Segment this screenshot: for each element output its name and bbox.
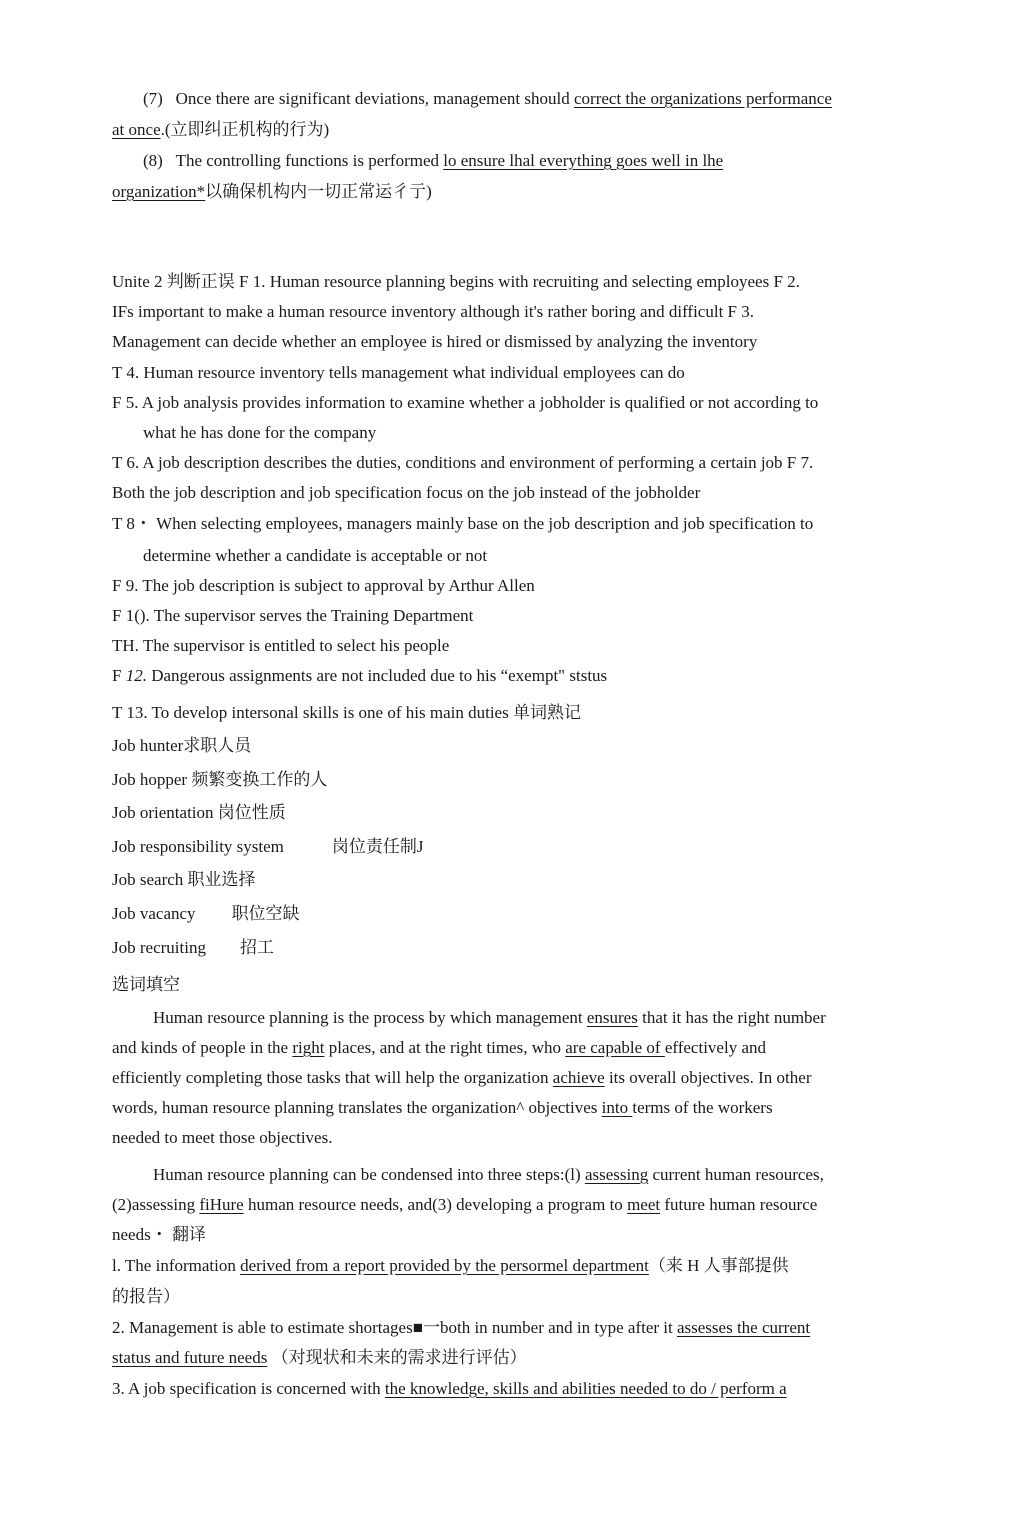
vocab-meaning: 岗位性质: [217, 803, 286, 822]
filled-blank: assessing: [584, 1165, 649, 1184]
unit2-line: IFs important to make a human resource inventory although it's rather boring and difficult F 3.: [112, 302, 754, 321]
item-7-line1: [143, 88, 832, 110]
vocab-meaning: 职位空缺: [231, 904, 300, 923]
vocab-term: Job orientation: [112, 803, 218, 822]
answer-mark: F: [112, 666, 126, 685]
paragraph-line: efficiently completing those tasks that will help the organization achieve its overall objectives. In other: [112, 1068, 812, 1087]
paragraph-line: and kinds of people in the right places, and at the right times, who are capable of effectively and: [112, 1038, 766, 1057]
unit2-line: [112, 665, 607, 687]
filled-blank: into: [601, 1098, 633, 1117]
vocab-term: Job vacancy: [112, 904, 196, 923]
unit2-line: F 9. The job description is subject to approval by Arthur Allen: [112, 576, 535, 595]
item-translation: 以确保机构内一切正常运彳亍): [205, 182, 432, 201]
translation-item-1-cont: 的报告）: [112, 1287, 180, 1306]
paragraph-line: words, human resource planning translates the organization^ objectives into terms of the workers: [112, 1098, 773, 1117]
item-8-line1: [143, 150, 723, 172]
unit2-line: T 8・ When selecting employees, managers mainly base on the job description and job specification to: [112, 514, 814, 533]
paragraph-line: (2)assessing fiHure human resource needs, and(3) developing a program to meet future human resource: [112, 1195, 818, 1214]
underlined-answer: organization*: [112, 182, 206, 201]
item-7-line2: [112, 119, 329, 141]
underlined-answer: status and future needs: [112, 1348, 268, 1367]
vocab-term: Job search: [112, 870, 188, 889]
item-text: Once there are significant deviations, management should: [175, 89, 574, 108]
vocab-item: [112, 769, 327, 791]
paragraph-line: needed to meet those objectives.: [112, 1128, 333, 1147]
filled-blank: fiHure: [199, 1195, 244, 1214]
filled-blank: achieve: [552, 1068, 605, 1087]
vocab-meaning: 招工: [239, 938, 274, 957]
unit2-line: Both the job description and job specification focus on the job instead of the jobholder: [112, 483, 701, 502]
unit2-line: F 1(). The supervisor serves the Training Department: [112, 606, 474, 625]
unit2-line: Management can decide whether an employee is hired or dismissed by analyzing the inventory: [112, 332, 758, 351]
item-text: The controlling functions is performed: [175, 151, 444, 170]
unit2-line: F 5. A job analysis provides information to examine whether a jobholder is qualified or not according to: [112, 393, 819, 412]
vocab-term: Job hunter: [112, 736, 184, 755]
item-number: (8): [143, 151, 163, 170]
vocab-meaning: 频繁变换工作的人: [191, 770, 328, 789]
translation-item-1: l. The information derived from a report provided by the persormel department（来 H 人事部提供: [112, 1256, 789, 1275]
unit2-line: T 6. A job description describes the duties, conditions and environment of performing a certain job F 7.: [112, 453, 814, 472]
vocab-item: [112, 836, 424, 858]
vocab-item: [112, 735, 251, 757]
underlined-answer: the knowledge, skills and abilities needed to do / perform a: [384, 1379, 787, 1398]
unit2-line: determine whether a candidate is acceptable or not: [143, 546, 488, 565]
underlined-answer: assesses the current: [676, 1318, 811, 1337]
filled-blank: are capable of: [565, 1038, 665, 1057]
vocab-item: [112, 903, 300, 925]
unit2-line: T 4. Human resource inventory tells management what individual employees can do: [112, 363, 685, 382]
filled-blank: meet: [627, 1195, 661, 1214]
item-translation: .(立即纠正机构的行为): [160, 120, 330, 139]
paragraph-line: needs・ 翻译: [112, 1225, 206, 1244]
vocab-item: [112, 937, 274, 959]
vocab-meaning: 岗位责任制J: [331, 837, 424, 856]
vocab-item: [112, 802, 286, 824]
unit2-line: TH. The supervisor is entitled to select his people: [112, 636, 450, 655]
unit2-line: what he has done for the company: [143, 423, 377, 442]
item-text: Dangerous assignments are not included due to his “exempt" ststus: [146, 666, 608, 685]
unit2-line: Unite 2 判断正误 F 1. Human resource planning begins with recruiting and selecting employees F 2.: [112, 272, 800, 291]
item-number: 12.: [125, 666, 147, 685]
underlined-answer: derived from a report provided by the persormel department: [240, 1256, 649, 1275]
vocab-item: [112, 869, 256, 891]
underlined-answer: at once: [112, 120, 161, 139]
filled-blank: right: [292, 1038, 325, 1057]
vocab-term: Job responsibility system: [112, 837, 284, 856]
translation-item-3: 3. A job specification is concerned with the knowledge, skills and abilities needed to do / perform a: [112, 1379, 787, 1398]
vocab-term: Job recruiting: [112, 938, 206, 957]
underlined-answer: correct the organizations performance: [574, 89, 832, 108]
section-heading: 选词填空: [112, 975, 180, 994]
item-8-line2: [112, 181, 432, 203]
item-number: (7): [143, 89, 163, 108]
vocab-meaning: 求职人员: [183, 736, 252, 755]
translation-item-2-cont: status and future needs （对现状和未来的需求进行评估）: [112, 1348, 527, 1367]
vocab-meaning: 职业选择: [187, 870, 256, 889]
filled-blank: ensures: [586, 1008, 638, 1027]
translation-item-2: 2. Management is able to estimate shortages■一both in number and in type after it assesses the current: [112, 1318, 811, 1337]
vocab-term: Job hopper: [112, 770, 192, 789]
paragraph-line: Human resource planning is the process by which management ensures that it has the right number: [153, 1008, 826, 1027]
unit2-line: T 13. To develop intersonal skills is one of his main duties 单词熟记: [112, 703, 581, 722]
underlined-answer: lo ensure lhal everything goes well in lhe: [443, 151, 724, 170]
paragraph-line: Human resource planning can be condensed into three steps:(l) assessing current human resources,: [153, 1165, 824, 1184]
